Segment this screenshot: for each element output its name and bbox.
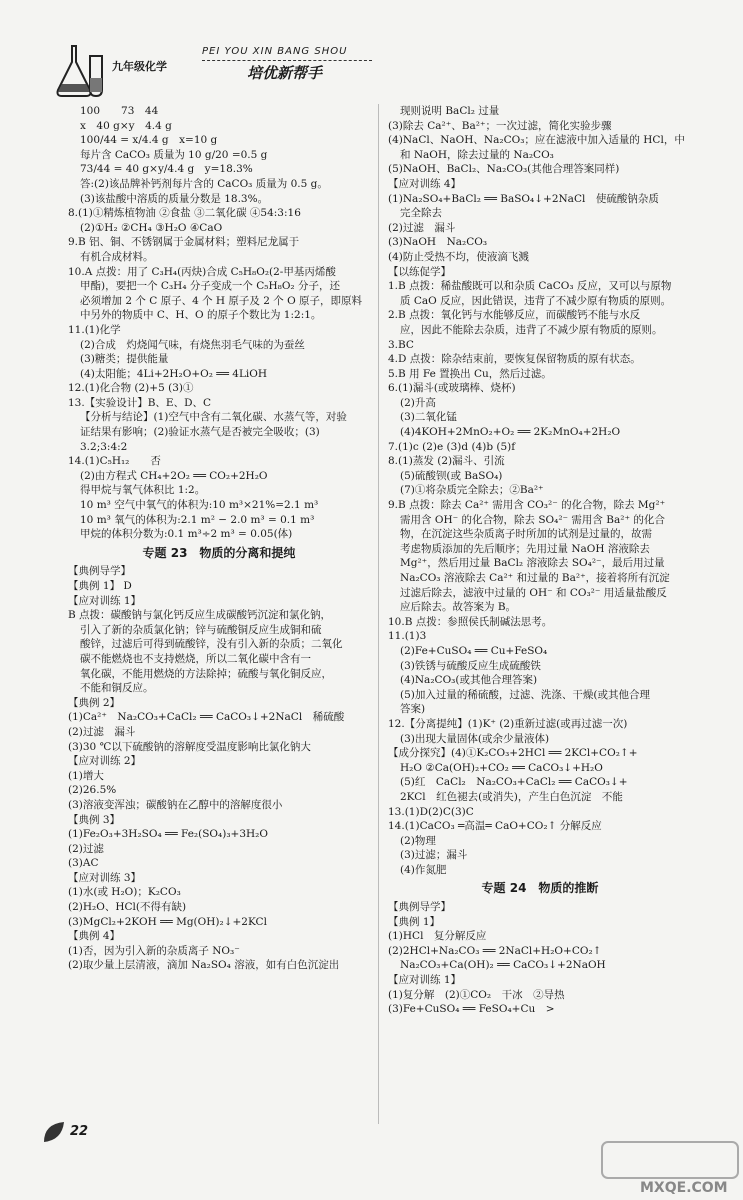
column-divider [378,104,379,1124]
text-line: 【典例 1】 D [68,580,132,592]
text-line: 引入了新的杂质氯化钠；锌与硫酸铜反应生成铜和硫 [80,623,322,636]
text-line: (2)①H₂ ②CH₄ ③H₂O ④CaO [80,221,223,234]
text-line: 【典例 4】 [68,930,121,943]
text-line: 【典例 2】 [68,696,121,709]
text-line: 9.B 铝、铜、不锈钢属于金属材料；塑料尼龙属于 [68,236,300,249]
flask-icon [52,42,108,98]
text-line: 3.2;3:4:2 [80,440,128,453]
text-line: 考虑物质添加的先后顺序；先用过量 NaOH 溶液除去 [400,542,650,555]
text-line: (3)溶液变浑浊；碳酸钠在乙醇中的溶解度很小 [68,798,283,811]
text-line: (2)过滤 漏斗 [388,221,456,234]
text-line: 2KCl 红色褪去(或消失)，产生白色沉淀 不能 [400,790,623,803]
text-line: (5)硫酸钡(或 BaSO₄) [400,469,503,482]
text-line: 【应对训练 4】 [388,177,462,190]
text-line: (2)H₂O、HCl(不得有缺) [68,901,187,914]
leaf-icon [40,1118,68,1146]
text-line: 5.B 用 Fe 置换出 Cu，然后过滤。 [388,367,552,380]
text-line: 【应对训练 1】 [68,594,142,607]
text-line: 【分析与结论】(1)空气中含有二氧化碳、水蒸气等，对验 [80,411,347,424]
text-line: H₂O ②Ca(OH)₂+CO₂ ══ CaCO₃↓+H₂O [400,761,603,774]
text-line: 【以练促学】 [388,265,451,278]
text-line: 完全除去 [400,207,442,220]
text-line: (2)过滤 [68,842,104,855]
text-line: 答:(2)该品牌补钙剂每片含的 CaCO₃ 质量为 0.5 g。 [80,177,328,190]
text-line: (3)出现大量固体(或余少量液体) [400,732,550,745]
text-line: 【典例导学】 [388,901,451,914]
text-line: (3)NaOH Na₂CO₃ [388,236,488,249]
text-line: 应，因此不能除去杂质，违背了不减少原有物质的原则。 [400,323,663,336]
text-line: 11.(1)3 [388,630,427,643]
text-line: 10 m³ 空气中氧气的体积为:10 m³×21%=2.1 m³ [80,499,319,512]
text-line: (4)作氮肥 [400,863,447,876]
text-line: 甲烷的体积分数为:0.1 m³÷2 m³ = 0.05(体) [80,528,293,541]
text-line: (1)Na₂SO₄+BaCl₂ ══ BaSO₄↓+2NaCl 使硫酸钠杂质 [388,192,659,205]
text-line: x 40 g×y 4.4 g [80,119,172,132]
text-line: 10.B 点拨：参照侯氏制碱法思考。 [388,615,553,628]
text-line: 14.(1)C₅H₁₂ 否 [68,455,161,468]
text-line: (4)防止受热不均，使液滴飞溅 [388,250,529,263]
text-line: 需用含 OH⁻ 的化合物，除去 SO₄²⁻ 需用含 Ba²⁺ 的化合 [400,513,665,526]
text-line: 10.A 点拨：用了 C₃H₄(丙炔)合成 C₅H₈O₂(2-甲基丙烯酸 [68,265,336,278]
text-line: 4.D 点拨：除杂结束前，要恢复保留物质的原有状态。 [388,353,641,366]
text-line: 和 NaOH，除去过量的 Na₂CO₃ [400,148,554,161]
text-line: 8.(1)①精炼植物油 ②食盐 ③二氧化碳 ④54:3:16 [68,207,301,220]
text-line: 【成分探究】(4)①K₂CO₃+2HCl ══ 2KCl+CO₂↑+ [388,747,638,760]
text-line: 现则说明 BaCl₂ 过量 [400,105,500,117]
text-line: 10 m³ 氧气的体积为:2.1 m² − 2.0 m³ = 0.1 m³ [80,513,315,526]
text-line: Mg²⁺，然后用过量 BaCl₂ 溶液除去 SO₄²⁻，最后用过量 [400,557,665,570]
text-line: 应后除去。故答案为 B。 [400,601,517,614]
text-line: 6.(1)漏斗(或玻璃棒、烧杯) [388,382,516,395]
text-line: (7)①将杂质完全除去；②Ba²⁺ [400,484,544,497]
brand-title: 培优新帮手 [247,64,323,82]
text-line: (2)合成 灼烧闻气味，有烧焦羽毛气味的为蚕丝 [80,338,305,351]
text-line: Na₂CO₃+Ca(OH)₂ ══ CaCO₃↓+2NaOH [400,959,606,972]
text-line: 8.(1)蒸发 (2)漏斗、引流 [388,455,505,468]
brand-pinyin: PEI YOU XIN BANG SHOU [202,46,348,57]
text-line: (2)由方程式 CH₄+2O₂ ══ CO₂+2H₂O [80,469,268,482]
text-line: (3)Fe+CuSO₄ ══ FeSO₄+Cu > [388,1003,555,1016]
text-line: 酸锌，过滤后可得到硫酸锌，没有引入新的杂质；二氧化 [80,638,343,651]
text-line: 11.(1)化学 [68,323,121,336]
text-line: (3)MgCl₂+2KOH ══ Mg(OH)₂↓+2KCl [68,915,267,928]
section-title: 专题 23 物质的分离和提纯 [142,545,296,560]
header-rule [202,60,372,61]
text-line: (5)NaOH、BaCl₂、Na₂CO₃(其他合理答案同样) [388,163,620,176]
page-footer [40,1118,160,1148]
text-line: 【应对训练 3】 [68,871,142,884]
text-line: (5)加入过量的稀硫酸，过滤、洗涤、干燥(或其他合理 [400,688,650,701]
text-line: (5)红 CaCl₂ Na₂CO₃+CaCl₂ ══ CaCO₃↓+ [400,776,628,789]
text-line: (1)HCl 复分解反应 [388,930,487,943]
text-line: (2)升高 [400,396,436,409]
text-line: (1)Ca²⁺ Na₂CO₃+CaCl₂ ══ CaCO₃↓+2NaCl 稀硫酸 [68,711,345,724]
text-line: 中另外的物质中 C、H、O 的原子个数比为 1:2:1。 [80,309,322,322]
text-line: (3)30 ℃以下硫酸钠的溶解度受温度影响比氯化钠大 [68,740,311,753]
text-line: (4)太阳能；4Li+2H₂O+O₂ ══ 4LiOH [80,367,268,380]
text-line: (4)4KOH+2MnO₂+O₂ ══ 2K₂MnO₄+2H₂O [400,426,621,439]
text-line: 9.B 点拨：除去 Ca²⁺ 需用含 CO₃²⁻ 的化合物，除去 Mg²⁺ [388,499,666,512]
text-line: (1)否，因为引入新的杂质离子 NO₃⁻ [68,944,240,957]
text-line: 12.【分离提纯】(1)K⁺ (2)重新过滤(或再过滤一次) [388,717,628,730]
text-line: (3)过滤；漏斗 [400,849,468,862]
text-line: (1)Fe₂O₃+3H₂SO₄ ══ Fe₂(SO₄)₃+3H₂O [68,828,268,841]
text-line: (2)Fe+CuSO₄ ══ Cu+FeSO₄ [400,644,548,657]
text-line: 【典例导学】 [68,565,131,578]
text-line: 12.(1)化合物 (2)+5 (3)① [68,382,194,395]
text-line: 13.【实验设计】B、E、D、C [68,396,212,409]
text-line: 14.(1)CaCO₃ ═高温═ CaO+CO₂↑ 分解反应 [388,820,602,833]
text-line: 100/44 = x/4.4 g x=10 g [80,134,218,147]
text-line: 3.BC [388,338,414,351]
text-line: (3)铁锈与硫酸反应生成硫酸铁 [400,659,541,672]
watermark-text: MXQE.COM [640,1180,728,1196]
text-line: (3)AC [68,857,99,870]
text-line: (1)复分解 (2)①CO₂ 干冰 ②导热 [388,988,565,1001]
text-line: 【应对训练 1】 [388,974,462,987]
text-line: 不能和铜反应。 [80,682,154,695]
text-line: 1.B 点拨：稀盐酸既可以和杂质 CaCO₃ 反应，又可以与原物 [388,280,672,293]
text-line: B 点拨：碳酸钠与氯化钙反应生成碳酸钙沉淀和氯化钠， [68,609,332,622]
text-line: 答案) [400,703,426,716]
text-line: 【典例 1】 [388,915,441,928]
text-line: 7.(1)c (2)e (3)d (4)b (5)f [388,440,516,453]
text-line: 物，在沉淀这些杂质离子时所加的试剂是过量的，故需 [400,528,652,541]
text-line: (2)取少量上层清液，滴加 Na₂SO₄ 溶液，如有白色沉淀出 [68,959,340,972]
text-line: (3)二氧化锰 [400,411,457,424]
text-line: 73/44 = 40 g×y/4.4 g y=18.3% [80,163,253,176]
text-line: 证结果有影响；(2)验证水蒸气是否被完全吸收；(3) [80,426,320,439]
text-line: 【应对训练 2】 [68,755,142,768]
text-line: (3)糖类；提供能量 [80,353,169,366]
page-number: 22 [70,1124,89,1139]
text-line: 碳不能燃烧也不支持燃烧，所以二氧化碳中含有一 [80,652,311,665]
text-line: (1)增大 [68,769,104,782]
text-line: 质 CaO 反应，因此错误，违背了不减少原有物质的原则。 [400,294,672,307]
text-line: 必须增加 2 个 C 原子、4 个 H 原子及 2 个 O 原子，即原料 [80,294,363,307]
text-line: (2)过滤 漏斗 [68,725,136,738]
section-title: 专题 24 物质的推断 [481,881,599,896]
text-line: (2)物理 [400,834,436,847]
text-line: (2)2HCl+Na₂CO₃ ══ 2NaCl+H₂O+CO₂↑ [388,944,602,957]
text-line: Na₂CO₃ 溶液除去 Ca²⁺ 和过量的 Ba²⁺，接着将所有沉淀 [400,572,670,584]
text-line: (4)Na₂CO₃(或其他合理答案) [400,674,538,687]
text-line: (1)水(或 H₂O)；K₂CO₃ [68,886,181,899]
text-line: 甲酯)，要把一个 C₃H₄ 分子变成一个 C₅H₈O₂ 分子，还 [80,280,340,293]
text-line: 2.B 点拨：氧化钙与水能够反应，而碳酸钙不能与水反 [388,309,641,322]
text-line: 过滤后除去，滤液中过量的 OH⁻ 和 CO₃²⁻ 用适量盐酸反 [400,586,667,599]
text-line: 有机合成材料。 [80,250,154,263]
text-line: (2)26.5% [68,784,117,797]
right-column [388,104,692,1017]
text-line: (3)除去 Ca²⁺、Ba²⁺；一次过滤，简化实验步骤 [388,119,612,132]
text-line: (3)该盐酸中溶质的质量分数是 18.3%。 [80,192,269,205]
left-column [68,104,370,973]
text-line: 得甲烷与氧气体积比 1:2。 [80,484,206,497]
text-line: 100 73 44 [80,105,159,117]
grade-label: 九年级化学 [112,60,167,73]
text-line: 每片含 CaCO₃ 质量为 10 g/20 =0.5 g [80,148,268,161]
text-line: 13.(1)D(2)C(3)C [388,805,474,818]
text-line: 氧化碳，不能用燃烧的方法除掉；硫酸与氧化铜反应， [80,667,332,680]
page-header [52,38,372,98]
text-line: (4)NaCl、NaOH、Na₂CO₃；应在滤液中加入适量的 HCl，中 [388,134,685,147]
text-line: 【典例 3】 [68,813,121,826]
